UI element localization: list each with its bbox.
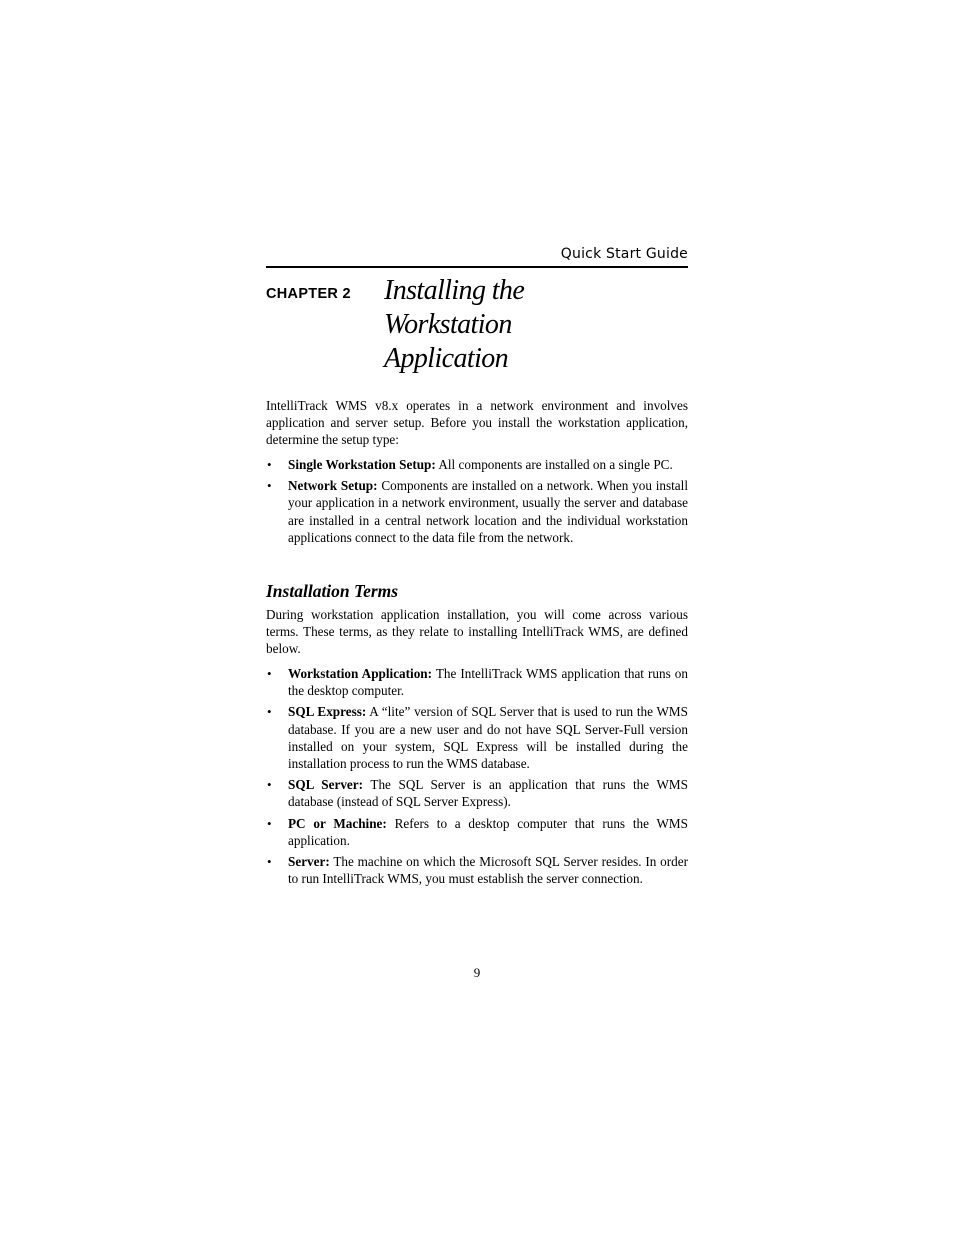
list-item bbox=[266, 456, 688, 473]
term-label: SQL Server: bbox=[288, 777, 364, 793]
terms-intro-paragraph: During workstation application installation, you will come across various terms. These terms, as they relate to installing IntelliTrack WMS, are defined below. bbox=[266, 607, 688, 657]
term-label: Workstation Application: bbox=[288, 666, 433, 681]
term-label: SQL Express: bbox=[288, 704, 367, 720]
term-description: Refers to a desktop computer that runs the WMS application. bbox=[288, 815, 688, 848]
bullet-icon: • bbox=[267, 457, 272, 472]
list-item bbox=[266, 477, 688, 546]
bullet-icon: • bbox=[267, 854, 272, 870]
term-label: Server: bbox=[288, 854, 330, 870]
setup-type-list bbox=[266, 456, 688, 550]
header-rule bbox=[266, 266, 688, 268]
page-number: 9 bbox=[473, 965, 481, 980]
section-heading: Installation Terms bbox=[266, 581, 399, 601]
bullet-icon: • bbox=[267, 704, 272, 720]
term-label: PC or Machine: bbox=[288, 815, 387, 831]
term-description: Components are installed on a network. When you install your application in a network environment, usually the server and database are installed in a central network location and the individual workstation applications connect to the data file from the network. bbox=[288, 478, 688, 545]
installation-terms-list bbox=[266, 665, 688, 891]
term-description: The machine on which the Microsoft SQL Server resides. In order to run IntelliTrack WMS, you must establish the server connection. bbox=[288, 854, 688, 887]
bullet-icon: • bbox=[267, 815, 272, 831]
intro-paragraph: IntelliTrack WMS v8.x operates in a network environment and involves application and server setup. Before you install the workstation application, determine the setup type: bbox=[266, 398, 688, 448]
chapter-title bbox=[384, 274, 524, 376]
term-label: Single Workstation Setup: bbox=[288, 457, 436, 472]
chapter-title-line: Application bbox=[384, 343, 509, 374]
list-item bbox=[266, 703, 688, 772]
bullet-icon: • bbox=[267, 666, 272, 681]
chapter-title-line: Installing the bbox=[384, 275, 525, 306]
term-description: All components are installed on a single PC. bbox=[435, 457, 673, 472]
term-label: Network Setup: bbox=[288, 478, 378, 494]
list-item bbox=[266, 815, 688, 849]
bullet-icon: • bbox=[267, 478, 272, 494]
chapter-label: CHAPTER 2 bbox=[266, 286, 351, 302]
bullet-icon: • bbox=[267, 777, 272, 793]
list-item bbox=[266, 853, 688, 887]
term-description: The IntelliTrack WMS application that runs on the desktop computer. bbox=[288, 666, 688, 699]
list-item bbox=[266, 776, 688, 810]
term-description: The SQL Server is an application that runs the WMS database (instead of SQL Server Express). bbox=[288, 777, 688, 810]
chapter-title-line: Workstation bbox=[384, 309, 512, 340]
list-item bbox=[266, 665, 688, 699]
running-header: Quick Start Guide bbox=[560, 246, 688, 262]
term-description: A “lite” version of SQL Server that is used to run the WMS database. If you are a new user and do not have SQL Server-Full version installed on your system, SQL Express will be installed during the installation process to run the WMS database. bbox=[288, 704, 688, 772]
